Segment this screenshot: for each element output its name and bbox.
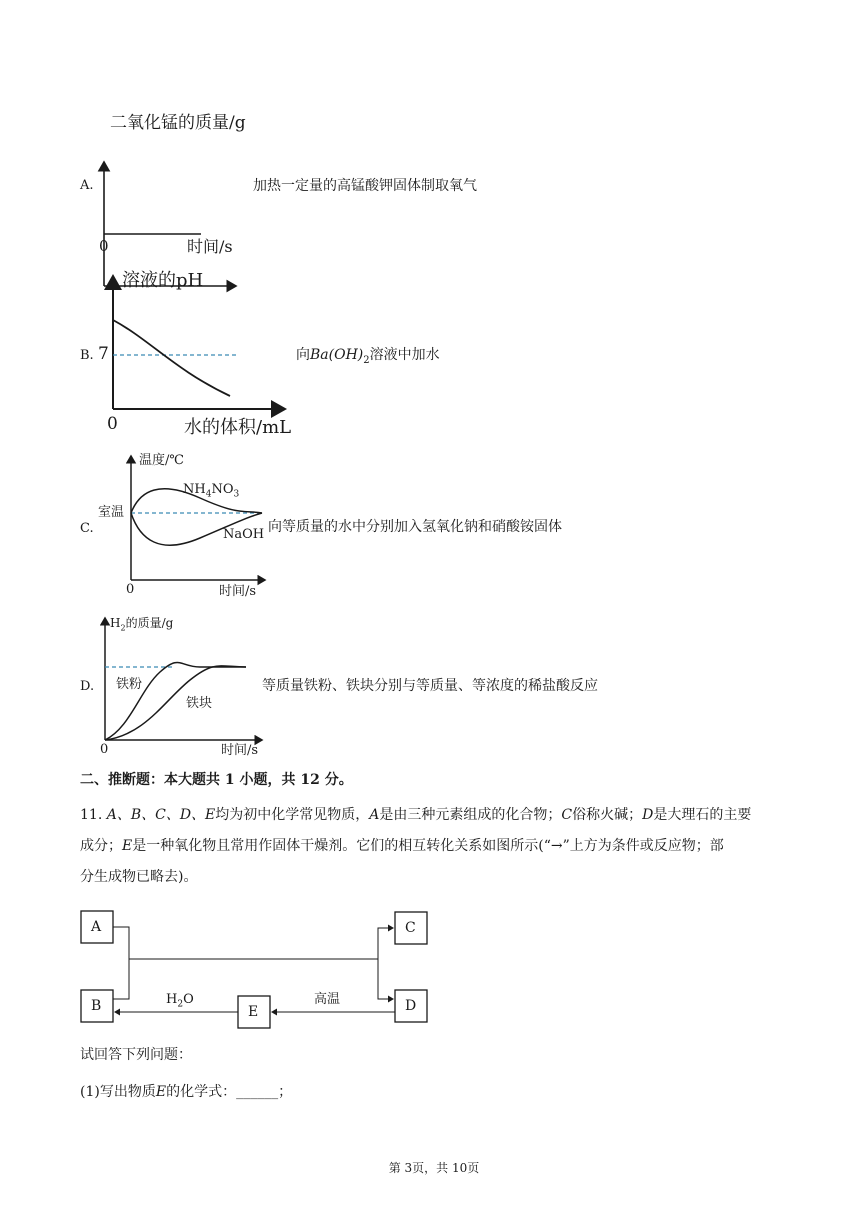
graph-d-origin: 0 [100,742,109,757]
question-text-1c: 俗称火碱； [572,807,643,823]
water-h: H [166,992,178,1007]
sub-question-1-var: E [155,1084,167,1100]
question-text-2a: 成分； [80,838,122,854]
question-text-1a: 均为初中化学常见物质， [215,807,370,823]
graph-c-x-label: 时间/s [219,584,257,599]
option-b-formula: Ba(OH) [310,347,364,363]
box-c-label: C [405,920,416,936]
graph-c-naoh-label: NaOH [223,527,265,542]
nh4no3-sub1: 4 [205,489,212,500]
graph-b-x-label: 水的体积/mL [184,417,292,438]
graph-b-y-label: 溶液的pH [122,270,204,291]
box-d-label: D [405,998,417,1014]
graph-c-nh4no3-label [183,480,239,505]
option-a-label: A. [80,178,94,193]
option-c-description: 向等质量的水中分别加入氢氧化钠和硝酸铵固体 [268,519,562,535]
option-c-label: C. [80,521,94,536]
section-heading: 二、推断题：本大题共 1 小题，共 12 分。 [80,772,353,788]
arrow-to-d [378,959,393,999]
box-b-label: B [91,998,102,1014]
h2-part2: 的质量/g [125,616,174,630]
sub-question-1-prefix: (1)写出物质 [80,1084,156,1100]
arrow-label-high-temp: 高温 [314,992,341,1007]
option-b-formula-sub: 2 [363,354,370,366]
graph-d-y-label [110,613,173,638]
question-var-d: D [642,807,654,823]
question-var-a: A [369,807,380,823]
option-b-desc-suffix: 溶液中加水 [369,347,440,363]
question-text-1b: 是由三种元素组成的化合物； [379,807,562,823]
nh4no3-part2: NO [211,482,234,497]
graph-a-origin: 0 [99,237,109,255]
water-o: O [183,992,194,1007]
question-vars: A、B、C、D、E [106,807,216,823]
arrow-to-c [378,928,393,959]
nh4no3-sub2: 3 [233,489,240,500]
option-b-description [296,345,440,371]
answer-blank[interactable]: ______ [236,1084,279,1100]
question-text-1d: 是大理石的主要 [653,807,752,823]
question-11-text [80,800,800,893]
option-b-desc-prefix: 向 [296,347,310,363]
water-sub: 2 [177,999,184,1010]
sub-question-1 [80,1082,292,1102]
page-footer: 第 3页，共 10页 [388,1161,480,1175]
box-a-label: A [91,919,102,935]
arrow-label-water [166,990,194,1015]
sub-question-1-end: ； [278,1084,293,1100]
option-b-label: B. [80,348,94,363]
graph-c-origin: 0 [126,582,135,597]
question-var-e: E [122,838,133,854]
relationship-diagram [0,905,868,1045]
graph-d-block-label: 铁块 [186,696,213,711]
graph-b-ph7-tick: 7 [98,344,109,364]
graph-c-room-temp-label: 室温 [98,505,125,520]
graph-a-x-label: 时间/s [187,237,233,256]
connector-a-b [113,927,129,999]
question-line-1 [80,800,800,831]
question-line-3: 分生成物已略去)。 [80,869,198,885]
box-e-label: E [248,1004,259,1020]
question-text-2b: 是一种氧化物且常用作固体干燥剂。它们的相互转化关系如图所示(“→”上方为条件或反应物；部 [132,838,724,854]
h2-part1: H [110,616,121,630]
graph-b-origin: 0 [107,414,118,434]
graph-d-x-label: 时间/s [221,743,259,758]
graph-c-y-label: 温度/℃ [139,453,184,468]
graph-d-powder-label: 铁粉 [116,677,143,692]
answer-prompt: 试回答下列问题： [80,1047,192,1063]
question-line-2 [80,831,800,862]
sub-question-1-suffix: 的化学式： [166,1084,237,1100]
option-d-label: D. [80,679,95,694]
graph-b-curve [113,320,230,396]
question-number: 11. [80,807,103,823]
graph-a-y-label: 二氧化锰的质量/g [110,113,246,133]
h2-sub: 2 [120,623,126,633]
option-a-description: 加热一定量的高锰酸钾固体制取氧气 [253,178,477,194]
option-d-description: 等质量铁粉、铁块分别与等质量、等浓度的稀盐酸反应 [262,678,598,694]
nh4no3-part1: NH [183,482,206,497]
question-var-c: C [561,807,573,823]
